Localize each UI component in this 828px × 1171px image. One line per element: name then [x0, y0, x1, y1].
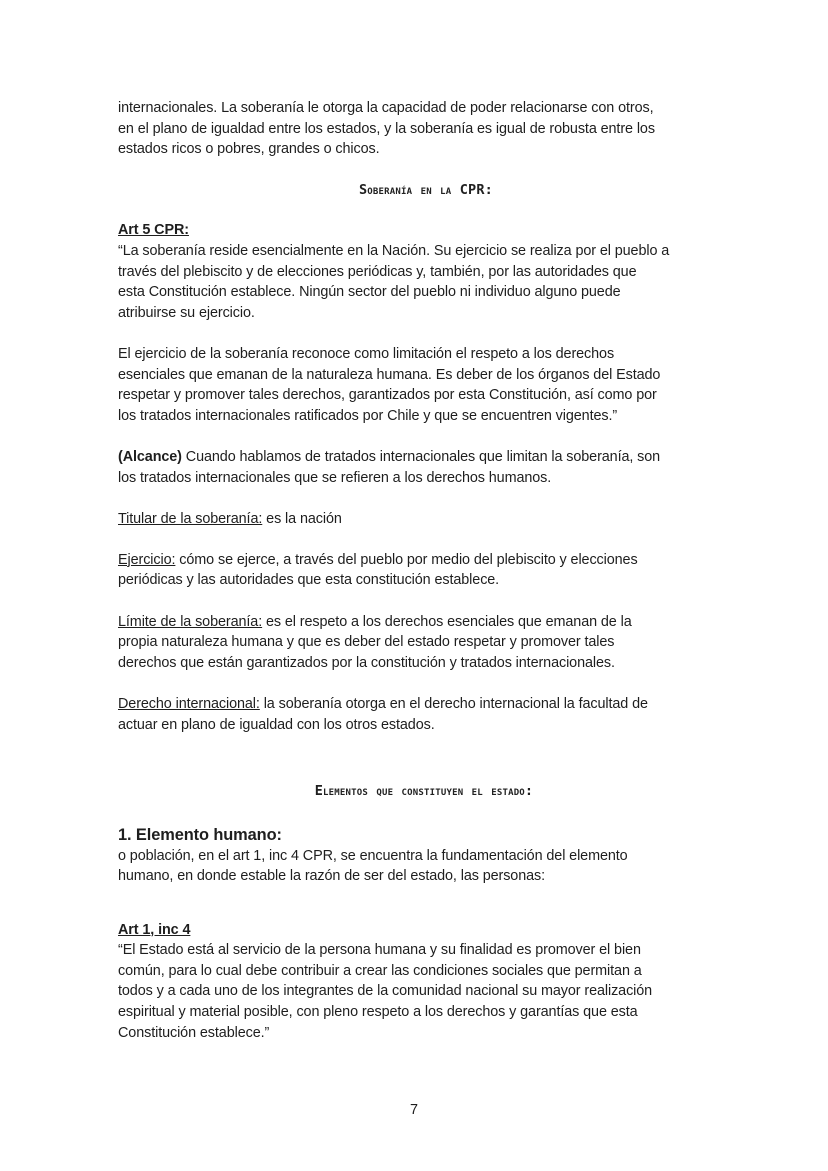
intro-line-2: en el plano de igualdad entre los estados, y la soberanía es igual de robusta entre los: [118, 120, 655, 137]
art5-p2-line-4: los tratados internacionales ratificados por Chile y que se encuentren vigentes.”: [118, 407, 618, 424]
limite-line-1: es el respeto a los derechos esenciales que emanan de la: [262, 613, 632, 630]
art1-line-4: espiritual y material posible, con pleno respeto a los derechos y garantías que esta: [118, 1003, 638, 1020]
art5-p1-line-2: través del plebiscito y de elecciones periódicas y, también, por las autoridades que: [118, 263, 637, 280]
elemento-humano-paragraph: [118, 846, 718, 887]
intro-line-3: estados ricos o pobres, grandes o chicos.: [118, 141, 380, 158]
heading-soberania: Soberanía en la CPR:: [358, 181, 494, 198]
art5-title: Art 5 CPR:: [118, 222, 189, 239]
art5-p1-line-3: esta Constitución establece. Ningún sector del pueblo ni individuo alguno puede: [118, 284, 621, 301]
art5-p2-line-3: respetar y promover tales derechos, garantizados por esta Constitución, así como por: [118, 387, 657, 404]
ejercicio-paragraph: [118, 550, 718, 591]
titular-label: Titular de la soberanía:: [118, 510, 263, 527]
elemento-humano-title: 1. Elemento humano:: [118, 825, 282, 844]
titular-text: es la nación: [262, 510, 342, 527]
art1-line-3: todos y a cada uno de los integrantes de la comunidad nacional su mayor realización: [118, 983, 653, 1000]
art5-section: [118, 220, 718, 323]
limite-line-3: derechos que están garantizados por la constitución y tratados internacionales.: [118, 654, 615, 671]
limite-line-2: propia naturaleza humana y que es deber del estado respetar y promover tales: [118, 634, 615, 651]
derecho-label: Derecho internacional:: [118, 696, 260, 713]
derecho-paragraph: [118, 694, 718, 735]
ejercicio-label: Ejercicio:: [118, 551, 176, 568]
art5-p2-line-1: El ejercicio de la soberanía reconoce como limitación el respeto a los derechos: [118, 345, 615, 362]
alcance-label: (Alcance): [118, 448, 182, 465]
page-number: 7: [409, 1102, 418, 1118]
elemento-humano-line-2: humano, en donde estable la razón de ser del estado, las personas:: [118, 868, 546, 885]
document-page: [118, 98, 718, 1043]
art1-line-1: “El Estado está al servicio de la persona humana y su finalidad es promover el bien: [118, 942, 641, 959]
alcance-line-2: los tratados internacionales que se refieren a los derechos humanos.: [118, 469, 552, 486]
derecho-line-2: actuar en plano de igualdad con los otros estados.: [118, 716, 435, 733]
alcance-line-1: Cuando hablamos de tratados internacionales que limitan la soberanía, son: [181, 448, 661, 465]
art1-line-2: común, para lo cual debe contribuir a crear las condiciones sociales que permitan a: [118, 962, 642, 979]
ejercicio-line-2: periódicas y las autoridades que esta constitución establece.: [118, 572, 500, 589]
ejercicio-line-1: cómo se ejerce, a través del pueblo por medio del plebiscito y elecciones: [175, 551, 638, 568]
intro-paragraph: [118, 98, 718, 160]
derecho-line-1: la soberanía otorga en el derecho internacional la facultad de: [259, 696, 648, 713]
titular-paragraph: [118, 509, 718, 530]
art5-p2-line-2: esenciales que emanan de la naturaleza humana. Es deber de los órganos del Estado: [118, 366, 661, 383]
intro-line-1: internacionales. La soberanía le otorga la capacidad de poder relacionarse con otros,: [118, 100, 654, 116]
alcance-paragraph: [118, 447, 718, 488]
art1-title: Art 1, inc 4: [118, 921, 191, 938]
limite-label: Límite de la soberanía:: [118, 613, 263, 630]
heading-elementos: Elementos que constituyen el estado:: [314, 783, 534, 800]
art5-p1-line-1: “La soberanía reside esencialmente en la Nación. Su ejercicio se realiza por el pueblo a: [118, 242, 670, 259]
art1-line-5: Constitución establece.”: [118, 1024, 270, 1041]
limite-paragraph: [118, 612, 718, 674]
art5-p1-line-4: atribuirse su ejercicio.: [118, 304, 255, 321]
art1-section: [118, 920, 718, 1044]
art5-paragraph-2: [118, 344, 718, 426]
elemento-humano-line-1: o población, en el art 1, inc 4 CPR, se encuentra la fundamentación del elemento: [118, 847, 628, 864]
